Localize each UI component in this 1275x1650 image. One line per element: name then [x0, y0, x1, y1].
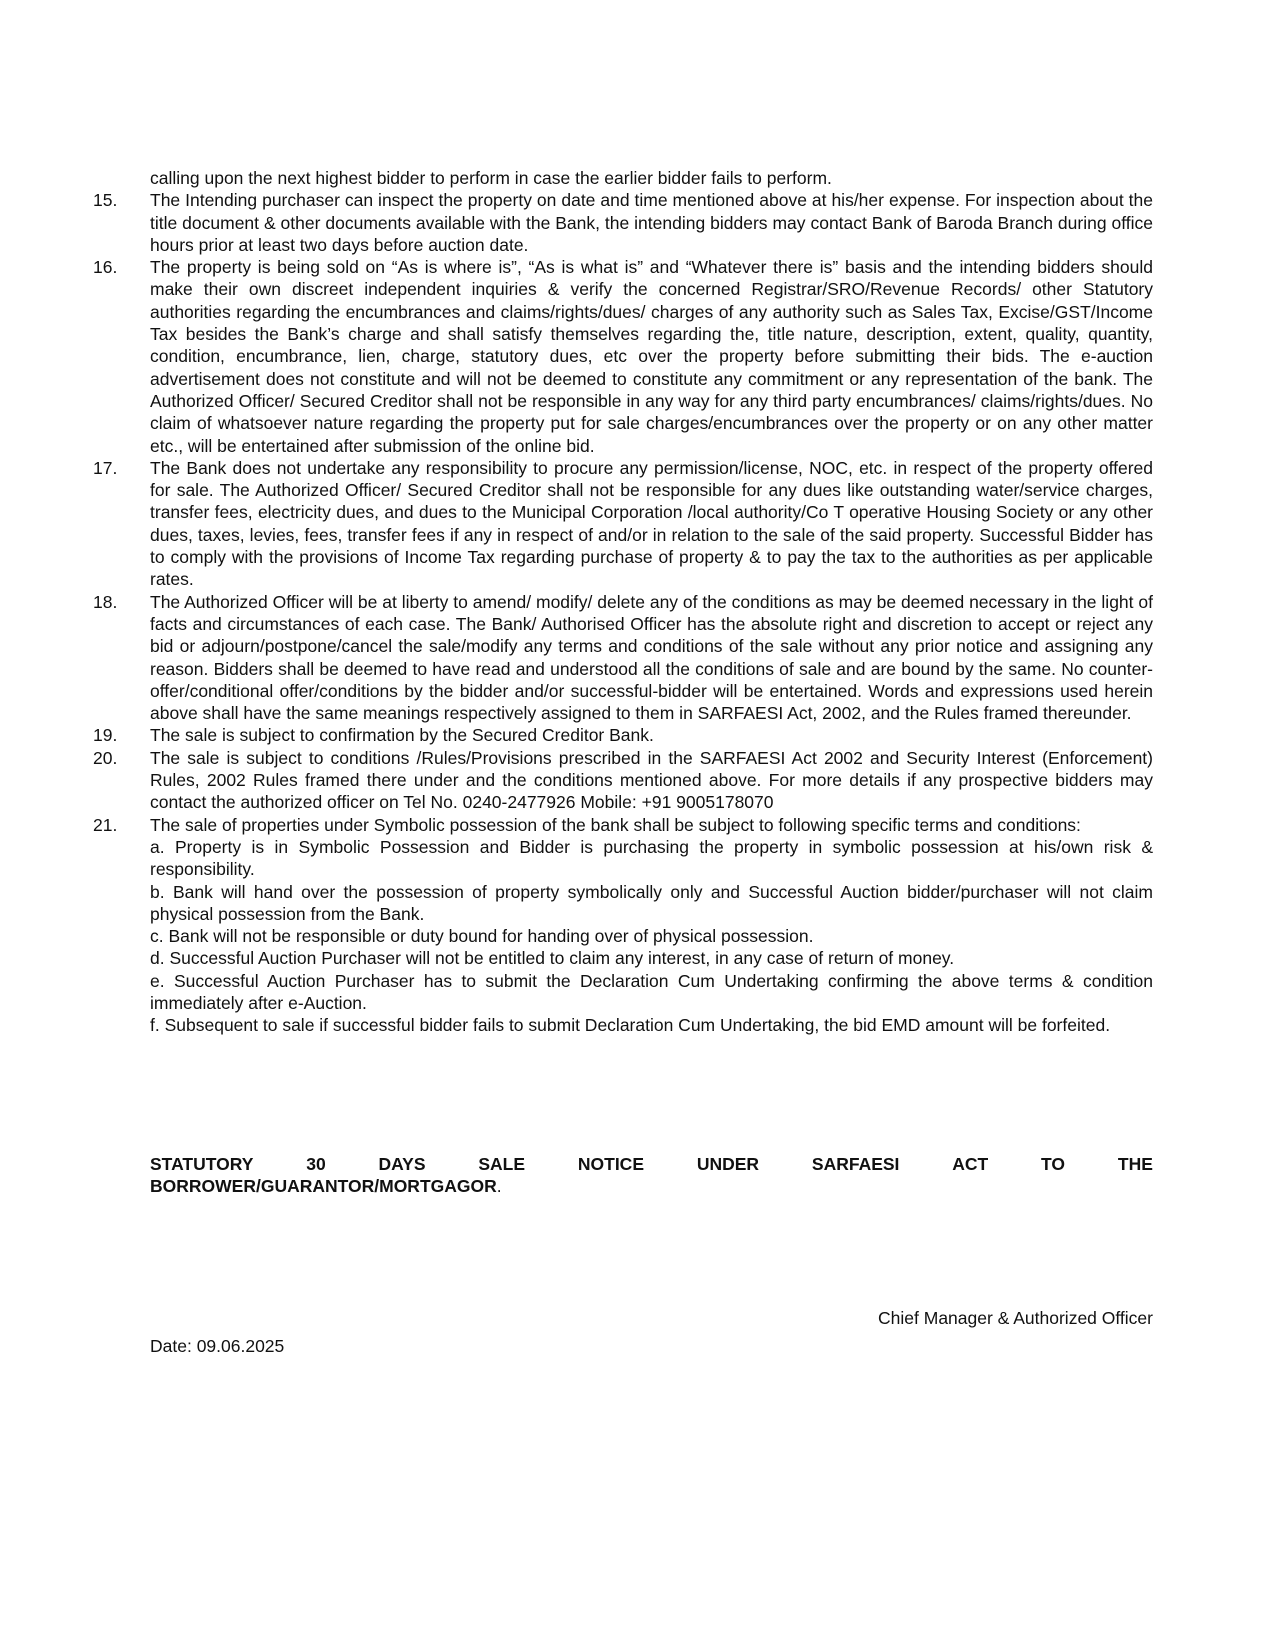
- clause-20: [93, 747, 1153, 814]
- clause-18: [93, 591, 1153, 725]
- clause-intro: The sale of properties under Symbolic possession of the bank shall be subject to following specific terms and conditions:: [150, 814, 1081, 835]
- clause-text: The Intending purchaser can inspect the property on date and time mentioned above at his/her expense. For inspection about the title document & other documents available with the Bank, the intending bidders may contact Bank of Baroda Branch during office hours prior at least two days before auction date.: [150, 190, 1153, 255]
- notice-word: THE: [1117, 1154, 1153, 1174]
- sub-clause-d: d. Successful Auction Purchaser will not be entitled to claim any interest, in any case of return of money.: [150, 948, 955, 969]
- clause-number: 17.: [93, 457, 118, 478]
- clause-text: The sale is subject to confirmation by the Secured Creditor Bank.: [150, 725, 654, 746]
- clause-15: [93, 189, 1153, 256]
- statutory-notice-heading: [150, 1153, 1153, 1198]
- clause-19: [93, 724, 1153, 746]
- clause-21: [93, 814, 1153, 1037]
- notice-word: TO: [1041, 1154, 1066, 1174]
- sub-clause-e: e. Successful Auction Purchaser has to submit the Declaration Cum Undertaking confirming the above terms & condition immediately after e-Auction.: [150, 970, 1153, 1013]
- clause-text: The sale is subject to conditions /Rules/Provisions prescribed in the SARFAESI Act 2002 and Security Interest (Enforcement) Rules, 2002 Rules framed there under and the conditions mentioned above. For more details if any prospective bidders may contact the authorized officer on Tel No. 0240-2477926 Mobile: +91 9005178070: [150, 747, 1153, 813]
- clause-number: 18.: [93, 591, 118, 612]
- notice-word: NOTICE: [577, 1154, 644, 1174]
- notice-line-2: [150, 1175, 1153, 1197]
- notice-word: SARFAESI: [811, 1154, 900, 1174]
- sub-clause-a: a. Property is in Symbolic Possession and Bidder is purchasing the property in symbolic possession at his/own risk & responsibility.: [150, 836, 1153, 880]
- clause-16: [93, 256, 1153, 457]
- sub-clause-b: b. Bank will hand over the possession of property symbolically only and Successful Auction bidder/purchaser will not claim physical possession from the Bank.: [150, 881, 1153, 924]
- sub-clause-f: f. Subsequent to sale if successful bidder fails to submit Declaration Cum Undertaking, the bid EMD amount will be forfeited.: [150, 1015, 1111, 1036]
- signatory-title: Chief Manager & Authorized Officer: [878, 1308, 1153, 1328]
- clause-number: 20.: [93, 747, 118, 768]
- notice-period: .: [496, 1176, 502, 1197]
- notice-recipients: BORROWER/GUARANTOR/MORTGAGOR: [150, 1176, 497, 1197]
- clause-number: 21.: [93, 814, 118, 835]
- notice-word: ACT: [952, 1154, 989, 1174]
- notice-word: SALE: [478, 1154, 526, 1174]
- notice-word: DAYS: [378, 1154, 426, 1174]
- clause-text: The Bank does not undertake any responsibility to procure any permission/license, NOC, etc. in respect of the property offered for sale. The Authorized Officer/ Secured Creditor shall not be responsible for any dues like outstanding water/service charges, transfer fees, electricity dues, and dues to the Municipal Corporation /local authority/Co T operative Housing Society or any other dues, taxes, levies, fees, transfer fees if any in respect of and/or in relation to the sale of the said property. Successful Bidder has to comply with the provisions of Income Tax regarding purchase of property & to pay the tax to the authorities as per applicable rates.: [150, 457, 1153, 590]
- terms-list: [93, 167, 1153, 1037]
- notice-line-1: [150, 1153, 1153, 1175]
- clause-text: The property is being sold on “As is where is”, “As is what is” and “Whatever there is” basis and the intending bidders should make their own discreet independent inquiries & verify the concerned Registrar/SRO/Revenue Records/ other Statutory authorities regarding the encumbrances and claims/rights/dues/ charges of any authority such as Sales Tax, Excise/GST/Income Tax besides the Bank’s charge and shall satisfy themselves regarding the, title nature, description, extent, quality, quantity, condition, encumbrance, lien, charge, statutory dues, etc over the property before submitting their bids. The e-auction advertisement does not constitute and will not be deemed to constitute any commitment or any representation of the bank. The Authorized Officer/ Secured Creditor shall not be responsible in any way for any third party encumbrances/ claims/rights/dues. No claim of whatsoever nature regarding the property put for sale charges/encumbrances over the property or on any other matter etc., will be entertained after submission of the online bid.: [150, 257, 1153, 456]
- notice-word: UNDER: [696, 1154, 760, 1174]
- clause-number: 16.: [93, 257, 118, 278]
- notice-word: 30: [306, 1154, 326, 1174]
- document-date: Date: 09.06.2025: [150, 1336, 285, 1356]
- notice-word: STATUTORY: [150, 1154, 254, 1174]
- clause-text: [150, 814, 1153, 1037]
- clause-17: [93, 457, 1153, 591]
- clause-number: 15.: [93, 190, 118, 211]
- clause-text: The Authorized Officer will be at liberty to amend/ modify/ delete any of the conditions as may be deemed necessary in the light of facts and circumstances of each case. The Bank/ Authorised Officer has the absolute right and discretion to accept or reject any bid or adjourn/postpone/cancel the sale/modify any terms and conditions of the sale without any prior notice and assigning any reason. Bidders shall be deemed to have read and understood all the conditions of sale and are bound by the same. No counter-offer/conditional offer/conditions by the bidder and/or successful-bidder will be entertained. Words and expressions used herein above shall have the same meanings respectively assigned to them in SARFAESI Act, 2002, and the Rules framed thereunder.: [150, 591, 1153, 724]
- continuation-text: calling upon the next highest bidder to perform in case the earlier bidder fails to perform.: [150, 168, 832, 188]
- sub-clause-c: c. Bank will not be responsible or duty bound for handing over of physical possession.: [150, 926, 814, 947]
- clause-number: 19.: [93, 725, 118, 746]
